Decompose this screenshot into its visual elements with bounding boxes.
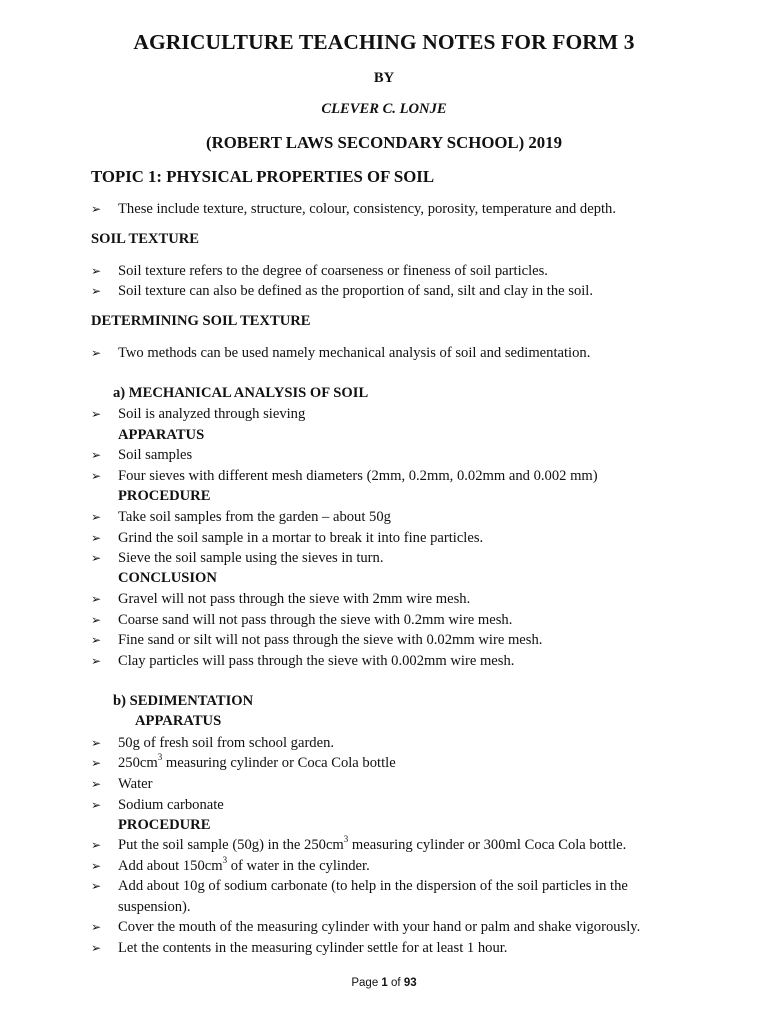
arrowhead-bullet-icon: ➢ [91,736,102,750]
list-item: ➢ Fine sand or silt will not pass through the sieve with 0.02mm wire mesh. [91,630,691,651]
arrowhead-bullet-icon: ➢ [91,510,102,524]
list-item: ➢ Grind the soil sample in a mortar to break it into fine particles. [91,528,691,549]
list-item: ➢ 50g of fresh soil from school garden. [91,733,691,754]
procedure-label: PROCEDURE [118,488,211,504]
document-title: AGRICULTURE TEACHING NOTES FOR FORM 3 [133,30,635,54]
list-item: ➢ These include texture, structure, colour, consistency, porosity, temperature and depth. [91,199,691,220]
arrowhead-bullet-icon: ➢ [91,654,102,668]
list-item: ➢ $250cm^3$ measuring cylinder or Coca Cola bottle [91,753,691,774]
section-heading-determining: DETERMINING SOIL TEXTURE [91,313,311,329]
list-item: ➢ Two methods can be used namely mechanical analysis of soil and sedimentation. [91,343,691,364]
section-heading-soil-texture: SOIL TEXTURE [91,231,200,247]
arrowhead-bullet-icon: ➢ [91,284,102,298]
arrowhead-bullet-icon: ➢ [91,592,102,606]
arrowhead-bullet-icon: ➢ [91,777,102,791]
list-item: ➢ Soil is analyzed through sieving [91,404,691,425]
topic-heading: TOPIC 1: PHYSICAL PROPERTIES OF SOIL [91,167,435,186]
list-item: ➢ Soil samples [91,445,691,466]
list-item: ➢ Four sieves with different mesh diameters (2mm, 0.2mm, 0.02mm and 0.002 mm) [91,466,691,487]
arrowhead-bullet-icon: ➢ [91,407,102,421]
list-item: ➢ Soil texture refers to the degree of coarseness or fineness of soil particles. [91,261,691,282]
arrowhead-bullet-icon: ➢ [91,941,102,955]
list-item: ➢ Cover the mouth of the measuring cylinder with your hand or palm and shake vigorously. [91,917,691,938]
arrowhead-bullet-icon: ➢ [91,920,102,934]
list-item: ➢ Sodium carbonate [91,795,691,816]
list-item: ➢ Gravel will not pass through the sieve with 2mm wire mesh. [91,589,691,610]
arrowhead-bullet-icon: ➢ [91,633,102,647]
arrowhead-bullet-icon: ➢ [91,613,102,627]
arrowhead-bullet-icon: ➢ [91,346,102,360]
list-item: ➢ Sieve the soil sample using the sieves in turn. [91,548,691,569]
list-item: ➢ Clay particles will pass through the sieve with 0.002mm wire mesh. [91,651,691,672]
subsection-heading-mechanical: a) MECHANICAL ANALYSIS OF SOIL [113,385,369,401]
author-name: CLEVER C. LONJE [321,101,447,117]
list-item: ➢ Coarse sand will not pass through the sieve with 0.2mm wire mesh. [91,610,691,631]
arrowhead-bullet-icon: ➢ [91,531,102,545]
arrowhead-bullet-icon: ➢ [91,551,102,565]
apparatus-label: APPARATUS [118,427,205,443]
subsection-heading-sedimentation: b) SEDIMENTATION [113,693,254,709]
list-item: ➢ Let the contents in the measuring cylinder settle for at least 1 hour. [91,938,691,959]
list-item: ➢ Soil texture can also be defined as the proportion of sand, silt and clay in the soil. [91,281,691,302]
list-item: ➢ Put the soil sample (50g) in the $250cm^3$ measuring cylinder or 300ml Coca Cola bottle. [91,835,691,856]
school-name: (ROBERT LAWS SECONDARY SCHOOL) 2019 [206,133,562,152]
list-item: ➢ Add about 10g of sodium carbonate (to help in the dispersion of the soil particles in the suspension). [91,878,628,915]
arrowhead-bullet-icon: ➢ [91,202,102,216]
conclusion-label: CONCLUSION [118,570,217,586]
list-item: ➢ Water [91,774,691,795]
arrowhead-bullet-icon: ➢ [91,264,102,278]
arrowhead-bullet-icon: ➢ [91,798,102,812]
by-line: BY [373,70,395,86]
arrowhead-bullet-icon: ➢ [91,838,102,852]
arrowhead-bullet-icon: ➢ [91,756,102,770]
arrowhead-bullet-icon: ➢ [91,469,102,483]
list-item: ➢ Add about $150cm^3$ of water in the cylinder. [91,856,691,877]
arrowhead-bullet-icon: ➢ [91,448,102,462]
list-item: ➢ Take soil samples from the garden – about 50g [91,507,691,528]
arrowhead-bullet-icon: ➢ [91,859,102,873]
procedure-label: PROCEDURE [118,817,211,833]
page-number-footer: Page 1 of 93 [351,977,417,989]
arrowhead-bullet-icon: ➢ [91,879,102,893]
apparatus-label: APPARATUS [135,713,222,729]
